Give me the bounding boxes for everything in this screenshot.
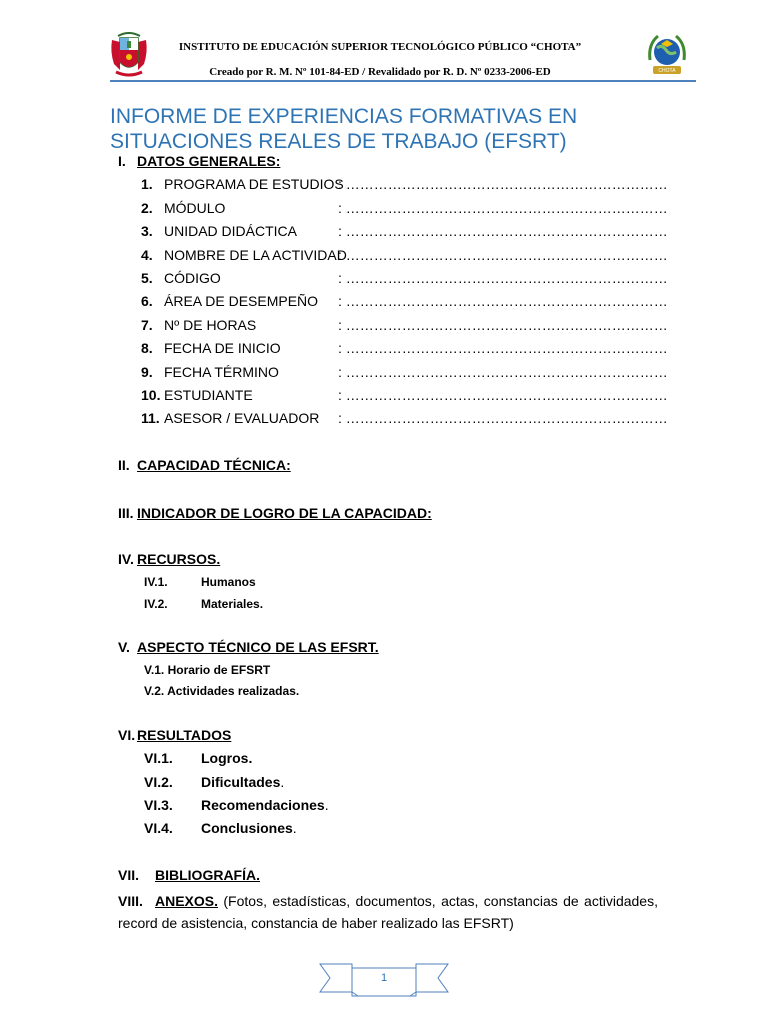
title-line-1: INFORME DE EXPERIENCIAS FORMATIVAS EN — [110, 105, 578, 128]
resultados-label-text: Conclusiones — [201, 820, 293, 836]
datos-fill-line: : …………………………………………………………… — [338, 293, 668, 309]
datos-label: ÁREA DE DESEMPEÑO — [164, 293, 319, 309]
datos-fill-line: : …………………………………………………………… — [338, 200, 668, 216]
datos-fill-line: : …………………………………………………………… — [338, 340, 668, 356]
datos-label: CÓDIGO — [164, 270, 221, 286]
resultados-item — [144, 774, 285, 790]
datos-fill-line: : …………………………………………………………… — [338, 223, 668, 239]
recursos-number: IV.1. — [144, 575, 168, 589]
recursos-label: Materiales. — [201, 597, 264, 611]
creation-resolution: Creado por R. M. Nº 101-84-ED / Revalidado por R. D. Nº 0233-2006-ED — [209, 66, 551, 78]
datos-number: 1. — [141, 176, 153, 192]
section-indicador-logro — [118, 505, 432, 521]
datos-fill-line: : …………………………………………………………… — [338, 387, 668, 403]
datos-label: FECHA DE INICIO — [164, 340, 281, 356]
recursos-item — [144, 597, 264, 611]
resultados-label-suffix: . — [324, 797, 329, 813]
resultados-label — [201, 750, 252, 766]
section-label: DATOS GENERALES: — [137, 153, 281, 169]
aspecto-item: V.2. Actividades realizadas. — [144, 684, 300, 698]
section-number: I. — [118, 153, 126, 169]
section-number: VI. — [118, 727, 136, 743]
section-anexos — [118, 890, 658, 934]
section-label: INDICADOR DE LOGRO DE LA CAPACIDAD: — [137, 505, 432, 521]
title-line-2: SITUACIONES REALES DE TRABAJO (EFSRT) — [110, 130, 567, 153]
institute-emblem-logo — [644, 30, 690, 76]
section-capacidad-tecnica — [118, 457, 291, 473]
aspecto-item: V.1. Horario de EFSRT — [144, 663, 271, 677]
section-number: VIII. — [118, 893, 143, 909]
resultados-item — [144, 820, 297, 836]
section-label: BIBLIOGRAFÍA. — [155, 867, 260, 883]
section-number: II. — [118, 457, 130, 473]
recursos-number: IV.2. — [144, 597, 168, 611]
section-label: ASPECTO TÉCNICO DE LAS EFSRT. — [137, 639, 379, 655]
recursos-label: Humanos — [201, 575, 256, 589]
anexos-description: (Fotos, estadísticas, documentos, actas, constancias de actividades, record de asistencia, constancia de haber realizado las EFSRT) — [118, 893, 658, 931]
resultados-number: VI.2. — [144, 774, 173, 790]
resultados-number: VI.3. — [144, 797, 173, 813]
emblem-label: CHOTA — [658, 68, 676, 74]
section-label: ANEXOS. — [155, 893, 219, 909]
section-datos-generales — [118, 153, 280, 169]
recursos-item — [144, 575, 256, 589]
section-number: III. — [118, 505, 134, 521]
resultados-label — [201, 797, 329, 813]
datos-fill-line: : …………………………………………………………… — [338, 364, 668, 380]
section-bibliografia — [118, 867, 260, 883]
datos-number: 2. — [141, 200, 153, 216]
document-title — [110, 104, 577, 154]
section-label: RESULTADOS — [137, 727, 232, 743]
section-resultados — [118, 727, 231, 743]
resultados-label — [201, 820, 297, 836]
resultados-label-text: Logros. — [201, 750, 253, 766]
header-rule — [110, 80, 696, 82]
datos-number: 7. — [141, 317, 153, 333]
datos-number: 10. — [141, 387, 161, 403]
datos-fill-line: : …………………………………………………………… — [338, 317, 668, 333]
datos-label: Nº DE HORAS — [164, 317, 257, 333]
section-number: V. — [118, 639, 130, 655]
peru-coat-of-arms-logo — [108, 32, 150, 80]
datos-number: 8. — [141, 340, 153, 356]
section-number: VII. — [118, 867, 140, 883]
datos-number: 4. — [141, 247, 153, 263]
datos-number: 3. — [141, 223, 153, 239]
resultados-label-text: Recomendaciones — [201, 797, 325, 813]
resultados-item — [144, 750, 253, 766]
datos-fill-line: : …………………………………………………………… — [338, 270, 668, 286]
institute-name: INSTITUTO DE EDUCACIÓN SUPERIOR TECNOLÓGICO PÚBLICO “CHOTA” — [178, 41, 582, 53]
datos-label: ESTUDIANTE — [164, 387, 253, 403]
datos-label: ASESOR / EVALUADOR — [164, 410, 320, 426]
datos-number: 9. — [141, 364, 153, 380]
datos-fill-line: : …………………………………………………………… — [338, 176, 668, 192]
datos-label: FECHA TÉRMINO — [164, 364, 279, 380]
datos-label: NOMBRE DE LA ACTIVIDAD — [164, 247, 347, 263]
datos-number: 6. — [141, 293, 153, 309]
resultados-label-suffix: . — [280, 774, 285, 790]
datos-label: MÓDULO — [164, 200, 226, 216]
resultados-label-suffix: . — [292, 820, 297, 836]
datos-label: UNIDAD DIDÁCTICA — [164, 223, 298, 239]
resultados-number: VI.4. — [144, 820, 173, 836]
section-label: RECURSOS. — [137, 551, 221, 567]
resultados-label-text: Dificultades — [201, 774, 281, 790]
datos-label: PROGRAMA DE ESTUDIOS — [164, 176, 344, 192]
datos-fill-line: : …………………………………………………………… — [338, 247, 668, 263]
page-number: 1 — [380, 972, 388, 984]
section-label: CAPACIDAD TÉCNICA: — [137, 457, 291, 473]
datos-number: 11. — [141, 410, 160, 426]
datos-fill-line: : …………………………………………………………… — [338, 410, 668, 426]
resultados-label — [201, 774, 284, 790]
resultados-item — [144, 797, 329, 813]
section-number: IV. — [118, 551, 134, 567]
section-recursos — [118, 551, 220, 567]
resultados-number: VI.1. — [144, 750, 173, 766]
section-aspecto-tecnico — [118, 639, 379, 655]
datos-number: 5. — [141, 270, 153, 286]
